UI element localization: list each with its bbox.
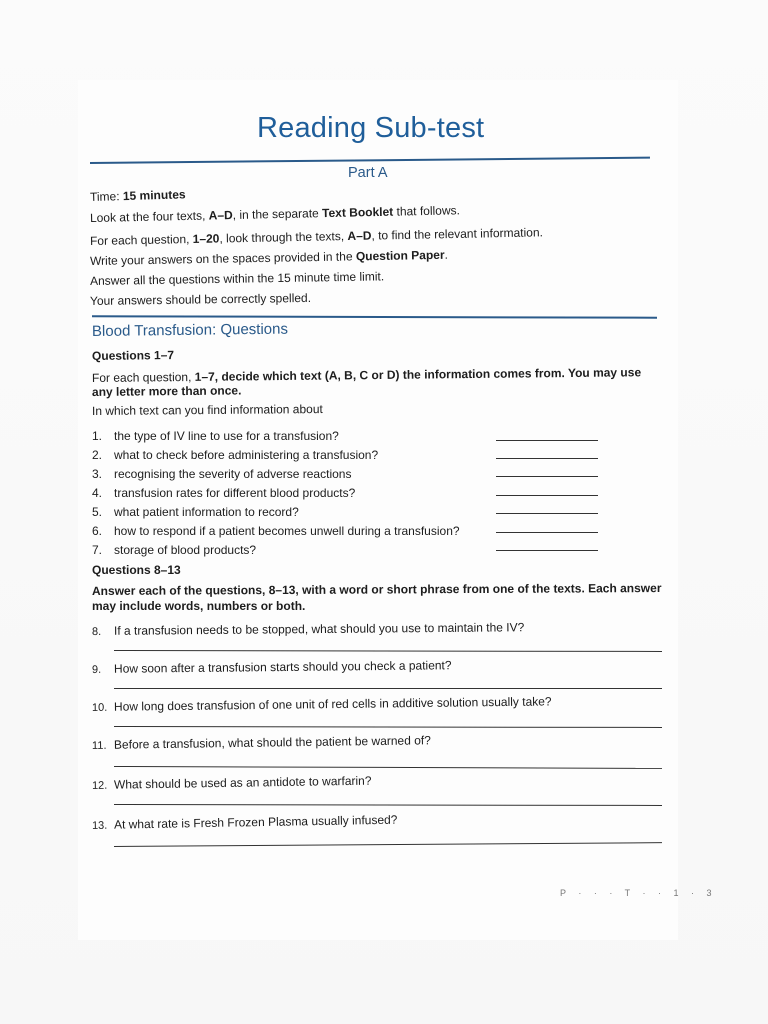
question-item-4 [92, 486, 355, 500]
part-heading: Part A [348, 165, 388, 181]
instruction-line-3: Write your answers on the spaces provided in the Question Paper. [89, 247, 449, 268]
question-number: 8. [91, 625, 102, 638]
question-text: what to check before administering a transfusion? [114, 448, 379, 462]
instruction-line-1: Look at the four texts, A–D, in the separate Text Booklet that follows. [89, 203, 461, 225]
answer-blank-3[interactable] [496, 476, 598, 477]
question-number: 9. [91, 663, 102, 676]
question-text: what patient information to record? [114, 505, 299, 519]
question-item-7 [92, 543, 256, 557]
question-number: 4. [92, 486, 103, 500]
instruction-line-5: Your answers should be correctly spelled. [89, 290, 312, 308]
question-number: 6. [92, 524, 103, 538]
page-footer: P · · · T · · 1 · 3 [560, 888, 717, 898]
question-text: the type of IV line to use for a transfusion? [114, 429, 339, 443]
questions-8-13-instruction: Answer each of the questions, 8–13, with a word or short phrase from one of the texts. Each answer [91, 581, 662, 598]
question-text: storage of blood products? [114, 543, 257, 557]
question-number: 1. [92, 429, 103, 443]
answer-line-9[interactable] [114, 688, 662, 689]
page-title: Reading Sub-test [257, 112, 485, 144]
question-item-3 [92, 467, 351, 481]
question-number: 11. [91, 739, 107, 752]
question-number: 10. [91, 701, 108, 714]
answer-blank-1[interactable] [496, 440, 598, 441]
question-text: transfusion rates for different blood products? [114, 486, 356, 500]
questions-8-13-instruction-cont: may include words, numbers or both. [92, 599, 306, 613]
question-text: What should be used as an antidote to warfarin? [113, 773, 372, 792]
question-number: 3. [92, 467, 103, 481]
answer-blank-4[interactable] [496, 495, 598, 496]
question-text: How long does transfusion of one unit of red cells in additive solution usually take? [113, 694, 552, 714]
question-item-6 [92, 524, 460, 538]
questions-1-7-heading: Questions 1–7 [91, 347, 175, 363]
section-title: Blood Transfusion: Questions [91, 320, 289, 340]
questions-1-7-instruction: For each question, 1–7, decide which text (A, B, C or D) the information comes from. You may use [91, 365, 642, 385]
instruction-line-4: Answer all the questions within the 15 minute time limit. [89, 269, 385, 288]
instruction-line-2: For each question, 1–20, look through the texts, A–D, to find the relevant information. [89, 225, 544, 248]
question-number: 12. [91, 779, 108, 792]
answer-blank-6[interactable] [496, 532, 598, 533]
question-number: 13. [91, 819, 108, 832]
instruction-time: Time: 15 minutes [89, 187, 186, 204]
question-number: 5. [92, 505, 103, 519]
question-text: how to respond if a patient becomes unwell during a transfusion? [114, 524, 460, 538]
answer-blank-7[interactable] [496, 550, 598, 551]
questions-1-7-instruction-cont: any letter more than once. [91, 383, 242, 399]
answer-blank-5[interactable] [496, 513, 598, 514]
question-item-2 [92, 448, 378, 462]
question-text: At what rate is Fresh Frozen Plasma usually infused? [113, 812, 398, 832]
question-number: 7. [92, 543, 103, 557]
question-item-5 [92, 505, 299, 519]
questions-1-7-lead: In which text can you find information about [91, 401, 323, 418]
answer-blank-2[interactable] [496, 458, 598, 459]
question-text: Before a transfusion, what should the patient be warned of? [113, 733, 431, 752]
question-text: If a transfusion needs to be stopped, what should you use to maintain the IV? [113, 620, 525, 638]
question-item-1 [92, 429, 339, 443]
question-text: recognising the severity of adverse reactions [114, 467, 352, 481]
questions-8-13-heading: Questions 8–13 [92, 563, 181, 577]
question-text: How soon after a transfusion starts should you check a patient? [113, 658, 452, 676]
question-number: 2. [92, 448, 103, 462]
